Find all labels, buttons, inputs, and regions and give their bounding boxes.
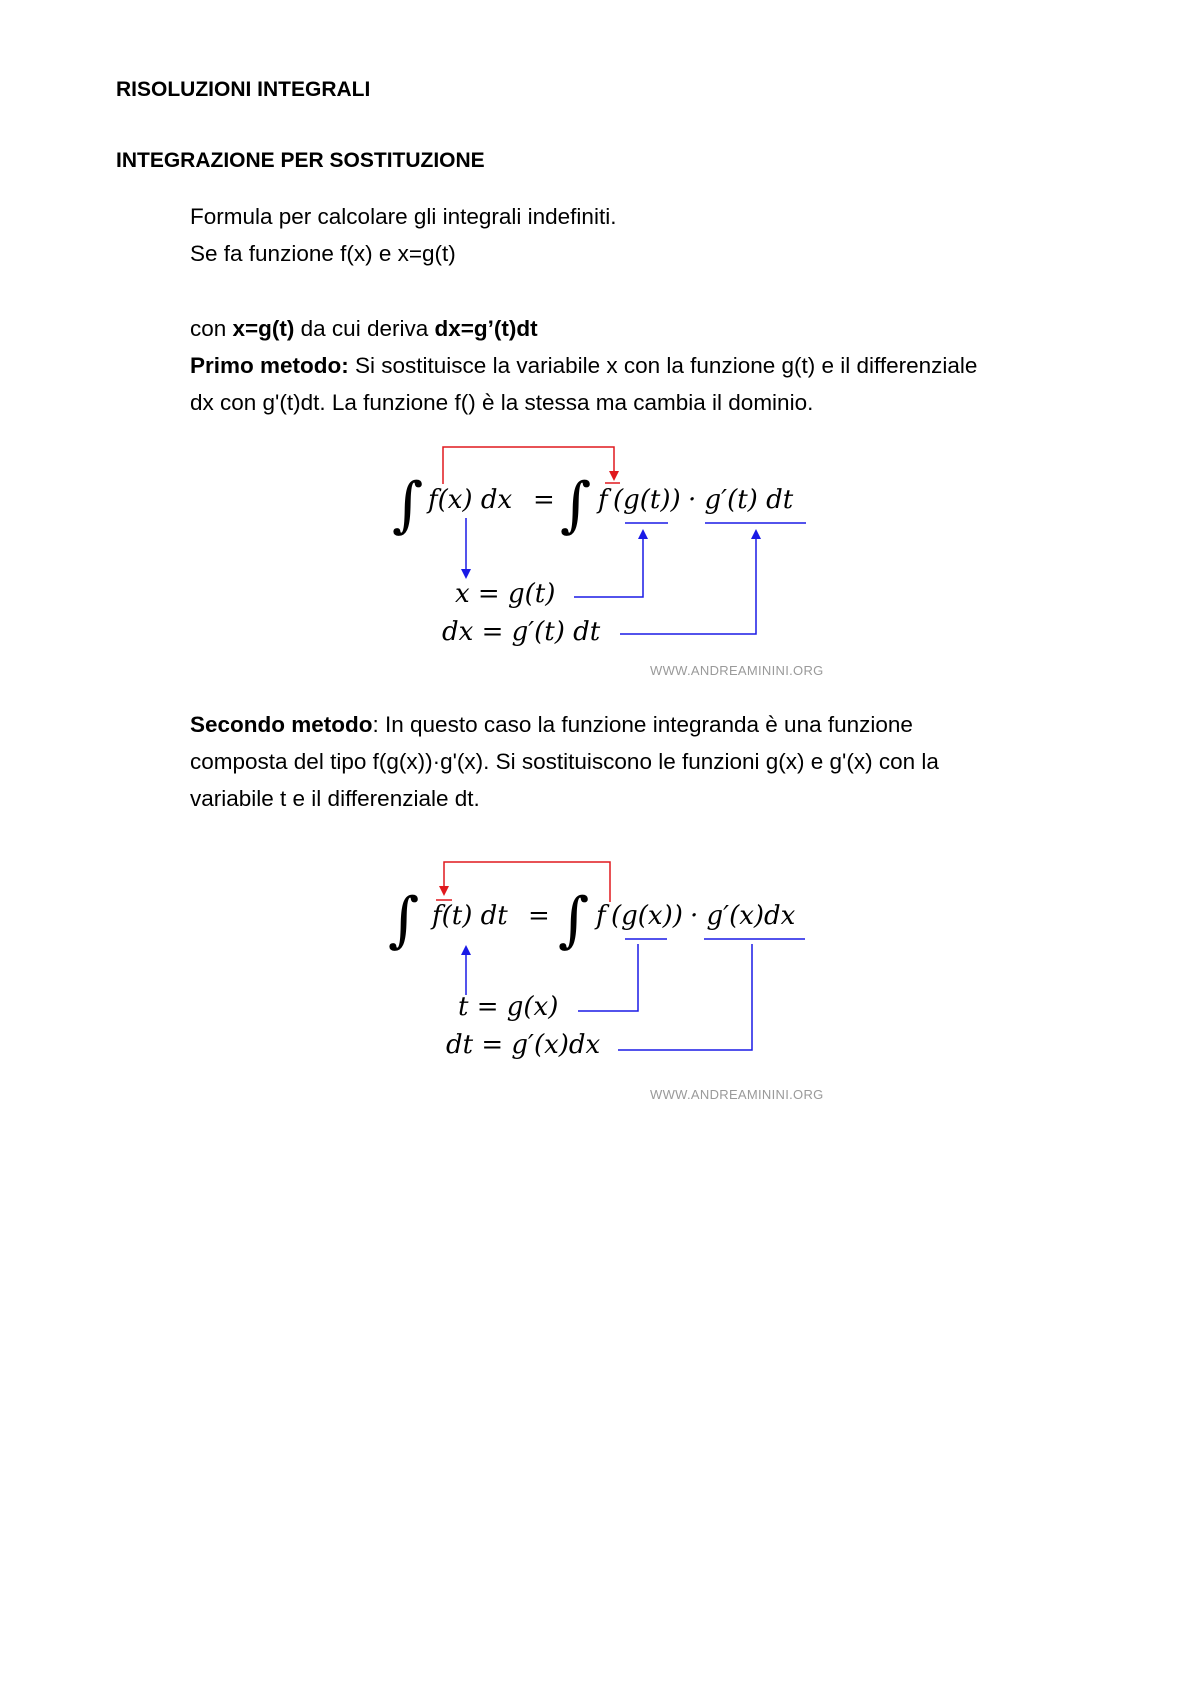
fig1-sub1: x = g(t): [455, 579, 556, 609]
method2-text-1: : In questo caso la funzione integranda è una funzione: [372, 712, 913, 737]
fig2-integral-left: ∫: [388, 885, 420, 955]
sub-dx: dx=g’(t)dt: [434, 316, 538, 341]
fig1-rhs-rest: · g′(t) dt: [688, 485, 794, 515]
figure2-equation: [388, 885, 824, 1102]
fig2-equals: =: [528, 901, 550, 931]
sub-x: x=g(t): [232, 316, 295, 341]
method2-label: Secondo metodo: [190, 712, 373, 737]
method1-text-1: Si sostituisce la variabile x con la funzione g(t) e il differenziale: [348, 353, 978, 378]
method1-label: Primo metodo:: [190, 353, 349, 378]
fig1-lhs: f(x) dx: [428, 485, 513, 515]
fig2-rhs-rest: · g′(x)dx: [690, 901, 796, 931]
sub-prefix: con: [190, 316, 233, 341]
fig2-sub2: dt = g′(x)dx: [446, 1030, 601, 1060]
section-heading: INTEGRAZIONE PER SOSTITUZIONE: [116, 149, 485, 172]
fig1-integral-right: ∫: [560, 470, 592, 540]
fig2-integral-right: ∫: [558, 885, 590, 955]
sub-middle: da cui deriva: [294, 316, 435, 341]
document-title: RISOLUZIONI INTEGRALI: [116, 78, 371, 101]
fig1-sub2: dx = g′(t) dt: [442, 617, 601, 647]
intro-line-1: Formula per calcolare gli integrali indefiniti.: [190, 204, 617, 229]
fig1-blue-arrow-g: [574, 534, 643, 597]
method2-line-3: variabile t e il differenziale dt.: [190, 786, 480, 811]
fig2-rhs-g: (g(x)): [611, 901, 683, 931]
fig1-watermark: WWW.ANDREAMININI.ORG: [650, 663, 824, 678]
figure1-equation: [392, 470, 824, 678]
method2-line-2: composta del tipo f(g(x))·g'(x). Si sostituiscono le funzioni g(x) e g'(x) con la: [190, 749, 939, 774]
fig1-equals: =: [533, 485, 555, 515]
fig2-watermark: WWW.ANDREAMININI.ORG: [650, 1087, 824, 1102]
fig1-integral-left: ∫: [392, 470, 424, 540]
intro-line-2: Se fa funzione f(x) e x=g(t): [190, 241, 456, 266]
fig1-blue-arrow-gprime: [620, 534, 756, 634]
method1-line-2: dx con g'(t)dt. La funzione f() è la stessa ma cambia il dominio.: [190, 390, 814, 415]
fig1-rhs-g: (g(t)): [613, 485, 681, 515]
fig2-rhs-f: f: [596, 901, 606, 931]
fig2-sub1: t = g(x): [458, 992, 559, 1022]
fig1-rhs-f: f: [598, 485, 608, 515]
fig2-lhs: f(t) dt: [432, 901, 508, 931]
